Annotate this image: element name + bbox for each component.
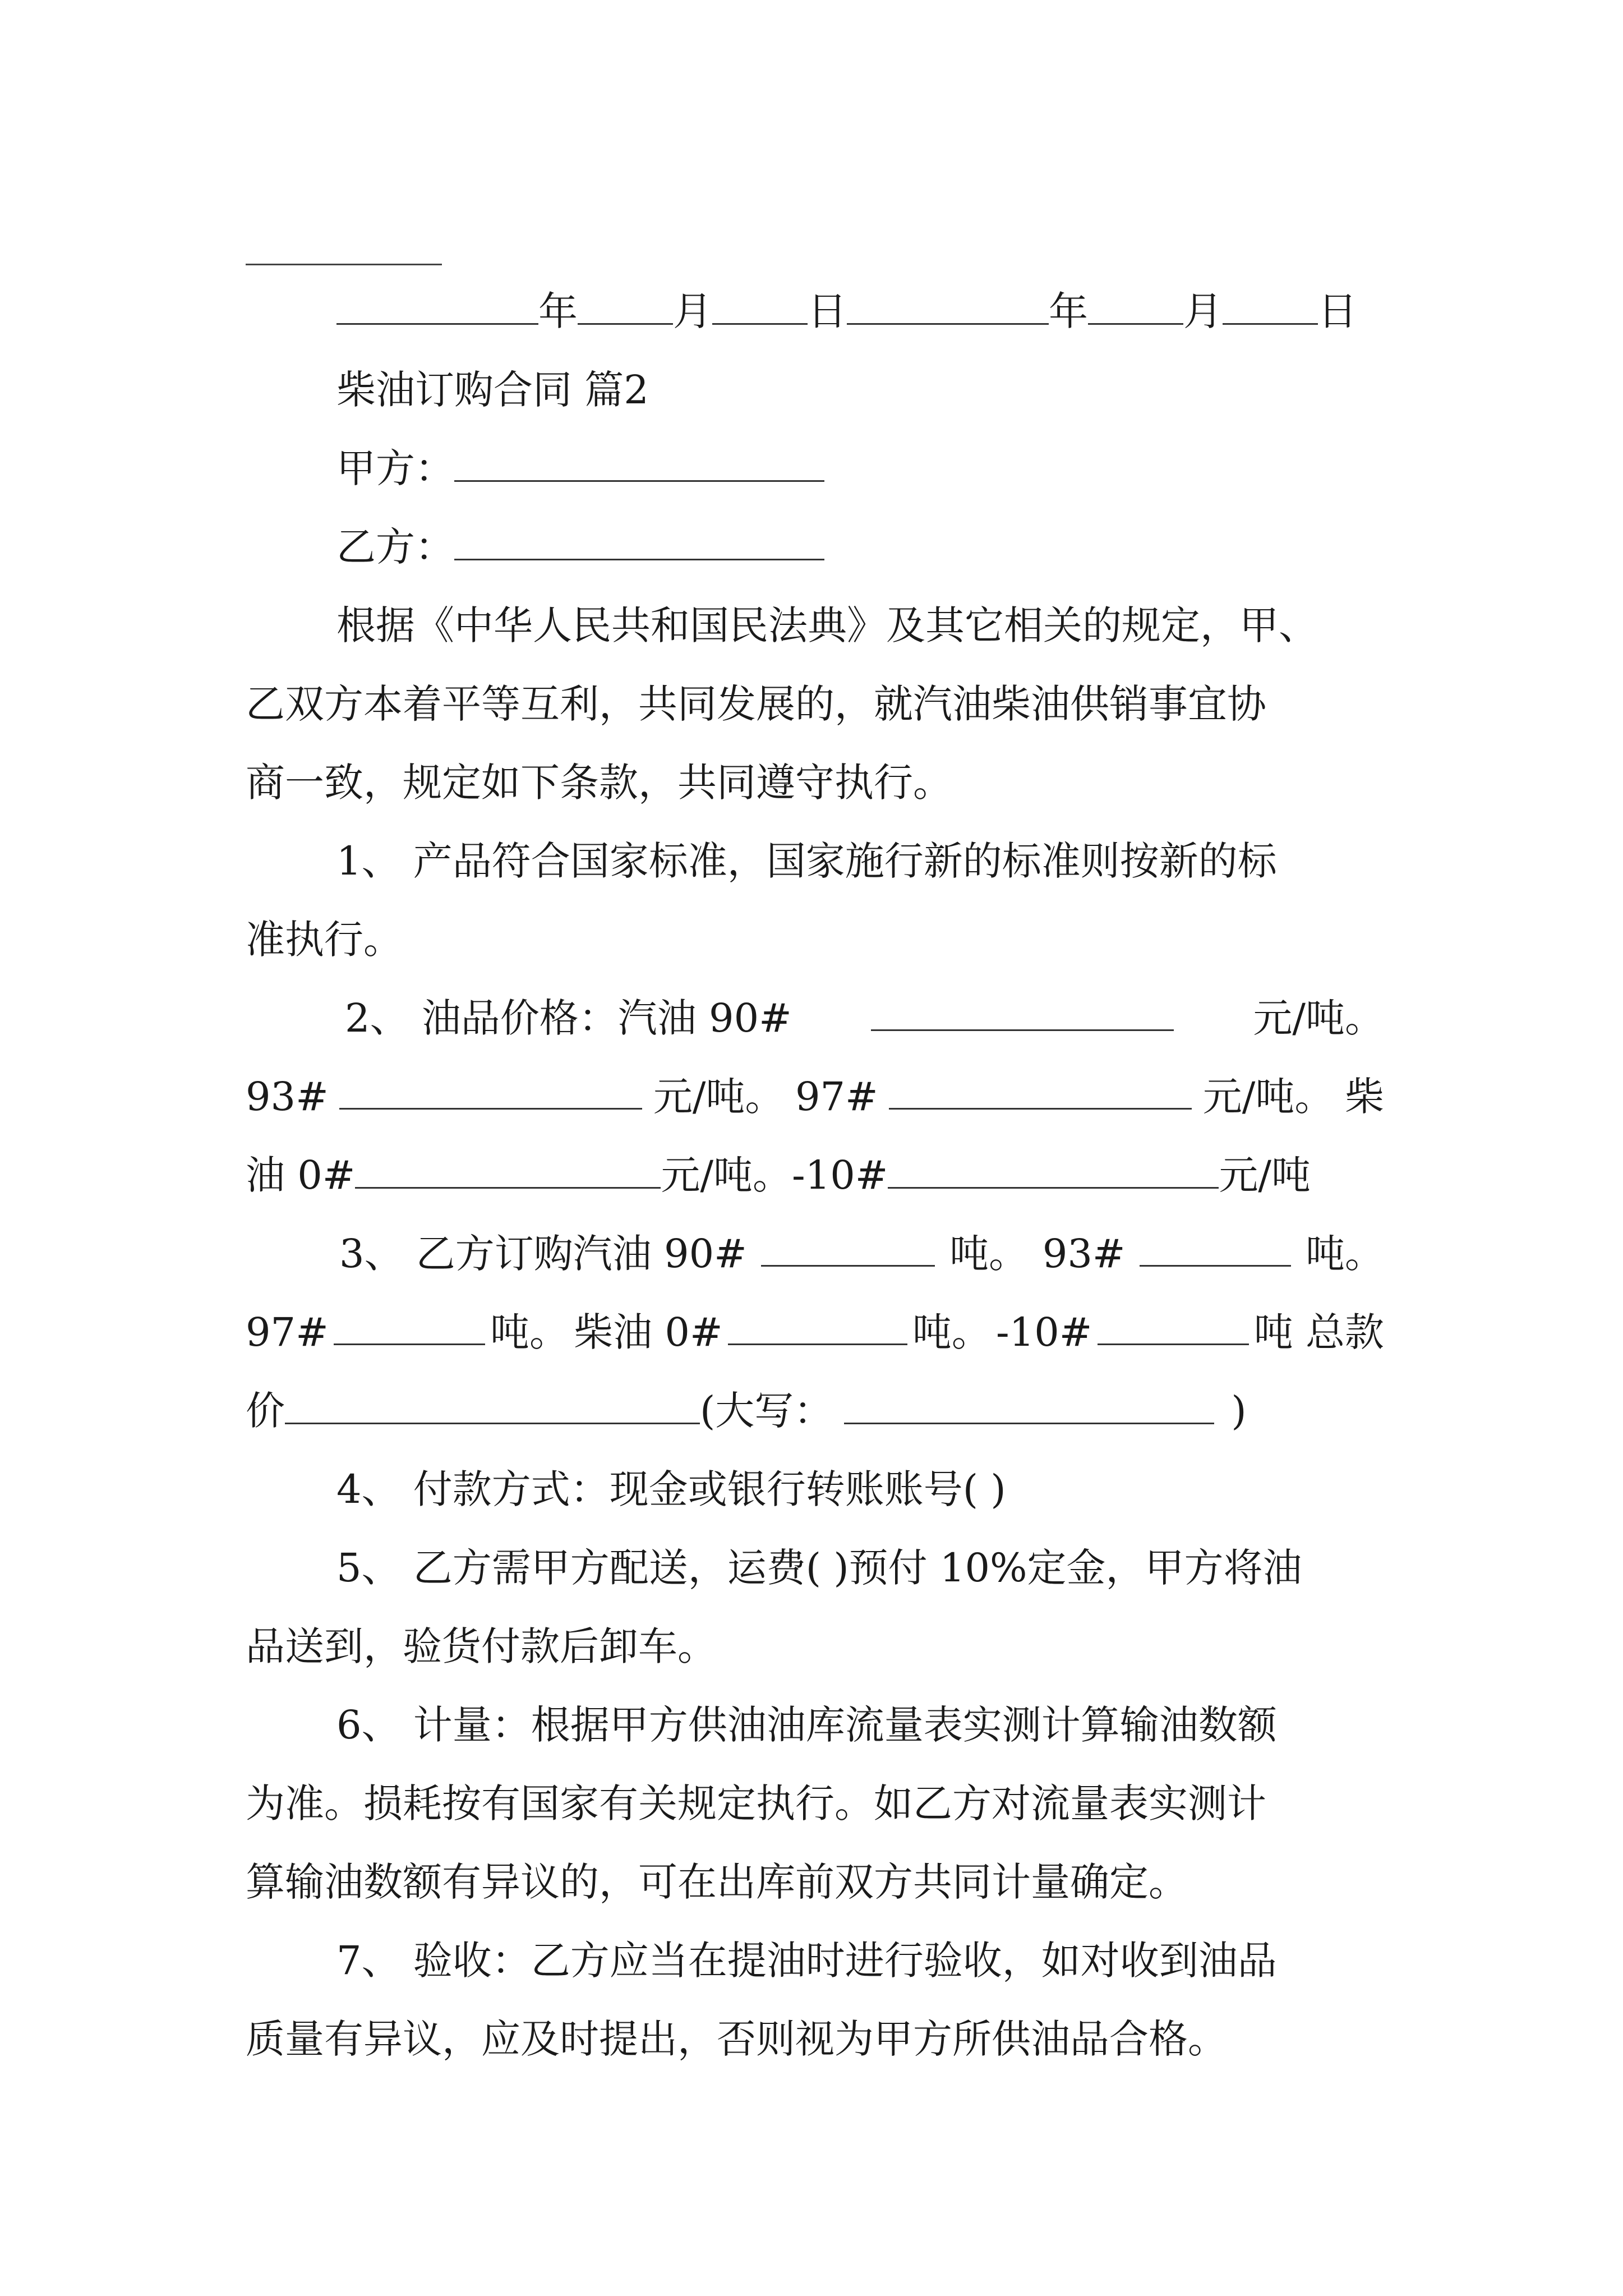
top-signature-rule <box>246 264 442 265</box>
clause-3-line-1 <box>339 1226 1384 1282</box>
clause-2-head: 2、 油品价格：汽油 90# <box>345 995 792 1041</box>
diesel-m10-label: -10# <box>792 1152 888 1198</box>
grade-93-label: 93# <box>246 1074 329 1120</box>
year-blank-2 <box>847 284 1049 325</box>
price-90-unit: 元/吨。 <box>1253 995 1384 1041</box>
clause-3-line-2 <box>246 1304 1384 1360</box>
intro-line-3: 商一致，规定如下条款，共同遵守执行。 <box>246 760 952 806</box>
party-b-line <box>336 519 1385 575</box>
qty-90-blank <box>761 1226 935 1267</box>
party-b-label: 乙方： <box>336 524 454 570</box>
diesel-char: 柴 <box>1344 1074 1384 1120</box>
year-label-2: 年 <box>1049 288 1088 334</box>
party-b-blank <box>454 519 824 560</box>
clause-2-line-1 <box>345 990 1384 1046</box>
qty-diesel0-blank <box>728 1304 907 1345</box>
party-a-line <box>336 440 1385 496</box>
clause-3-line-3 <box>246 1383 1384 1439</box>
clause-6-line-3: 算输油数额有异议的，可在出库前双方共同计量确定。 <box>246 1859 1188 1905</box>
clause-1-line-1: 1、 产品符合国家标准，国家施行新的标准则按新的标 <box>336 838 1277 884</box>
grade-97-label: 97# <box>795 1074 878 1120</box>
day-blank <box>712 284 808 325</box>
clause-7-line-1: 7、 验收：乙方应当在提油时进行验收，如对收到油品 <box>336 1938 1277 1984</box>
qty-diesel0-unit: 吨。 <box>912 1309 991 1355</box>
price-m10-blank <box>888 1148 1219 1189</box>
month-blank <box>578 284 673 325</box>
month-label: 月 <box>673 288 712 334</box>
qty-97-label: 97# <box>246 1309 329 1355</box>
qty-90-unit: 吨。 <box>949 1231 1029 1277</box>
price-93-unit: 元/吨。 <box>653 1074 785 1120</box>
day-label-2: 日 <box>1318 288 1357 334</box>
clause-2-line-3 <box>246 1147 1384 1203</box>
price-97-blank <box>889 1069 1192 1110</box>
qty-93-label: 93# <box>1042 1231 1126 1277</box>
price-m10-unit: 元/吨 <box>1219 1152 1311 1198</box>
uppercase-close: ) <box>1231 1388 1247 1434</box>
qty-97-blank <box>334 1304 485 1345</box>
month-label-2: 月 <box>1183 288 1223 334</box>
year-label: 年 <box>538 288 578 334</box>
date-line <box>336 283 1385 339</box>
uppercase-blank <box>844 1383 1214 1424</box>
section-title: 柴油订购合同 篇2 <box>336 367 649 413</box>
qty-m10-blank <box>1098 1304 1249 1345</box>
party-a-blank <box>454 441 824 482</box>
price-90-blank <box>871 990 1174 1031</box>
uppercase-label: (大写： <box>700 1388 833 1434</box>
clause-6-line-1: 6、 计量：根据甲方供油油库流量表实测计算输油数额 <box>336 1702 1277 1748</box>
year-blank <box>336 284 538 325</box>
clause-6-line-2: 为准。损耗按有国家有关规定执行。如乙方对流量表实测计 <box>246 1780 1266 1826</box>
intro-line-1: 根据《中华人民共和国民法典》及其它相关的规定，甲、 <box>336 602 1318 648</box>
qty-93-unit: 吨。 <box>1305 1231 1384 1277</box>
price-93-blank <box>339 1069 642 1110</box>
clause-1-line-2: 准执行。 <box>246 917 403 963</box>
day-blank-2 <box>1223 284 1318 325</box>
total-price-blank <box>285 1383 700 1424</box>
month-blank-2 <box>1088 284 1183 325</box>
diesel-0-label: 油 0# <box>246 1152 356 1198</box>
clause-3-head: 3、 乙方订购汽油 90# <box>339 1231 747 1277</box>
qty-m10-label: -10# <box>996 1309 1092 1355</box>
price-char: 价 <box>246 1388 285 1434</box>
price-97-unit: 元/吨。 <box>1202 1074 1334 1120</box>
clause-5-line-2: 品送到，验货付款后卸车。 <box>246 1623 717 1669</box>
price-diesel0-blank <box>355 1148 661 1189</box>
intro-line-2: 乙双方本着平等互利，共同发展的，就汽油柴油供销事宜协 <box>246 681 1266 727</box>
total-label: 吨 总款 <box>1253 1309 1384 1355</box>
qty-97-unit: 吨。 <box>490 1309 569 1355</box>
party-a-label: 甲方： <box>336 445 454 491</box>
day-label: 日 <box>808 288 847 334</box>
clause-4: 4、 付款方式：现金或银行转账账号( ) <box>336 1466 1006 1512</box>
clause-7-line-2: 质量有异议，应及时提出，否则视为甲方所供油品合格。 <box>246 2016 1227 2062</box>
qty-93-blank <box>1140 1226 1291 1267</box>
clause-2-line-2 <box>246 1069 1384 1125</box>
clause-5-line-1: 5、 乙方需甲方配送，运费( )预付 10%定金，甲方将油 <box>336 1545 1302 1591</box>
qty-diesel0-label: 柴油 0# <box>574 1309 723 1355</box>
price-diesel0-unit: 元/吨。 <box>661 1152 792 1198</box>
